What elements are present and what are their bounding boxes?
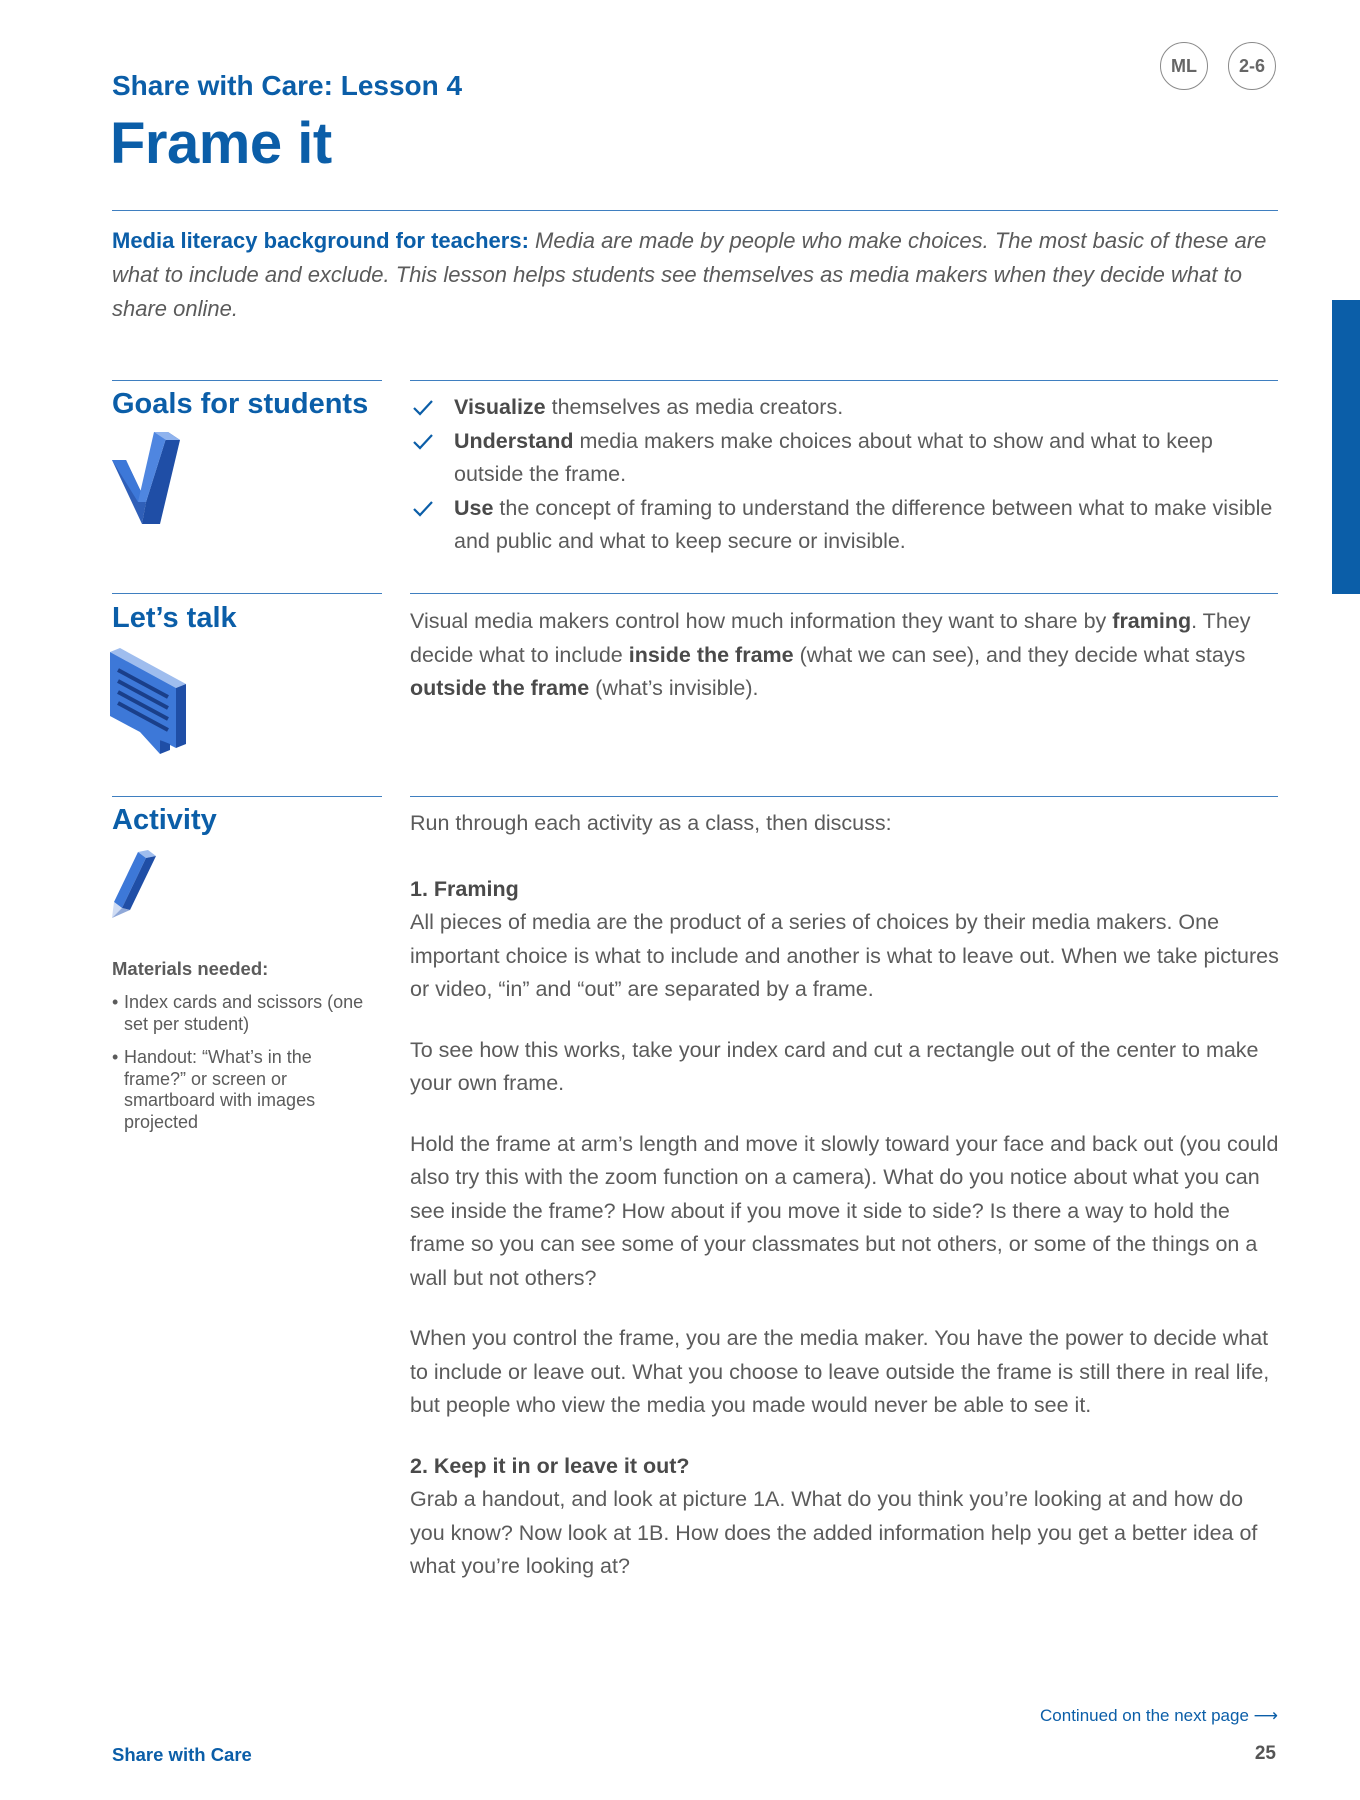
materials-list <box>112 992 372 1133</box>
pencil-3d-icon <box>110 850 160 920</box>
goal-keyword: Visualize <box>454 395 546 419</box>
goal-keyword: Understand <box>454 428 574 453</box>
text-run: (what we can see), and they decide what stays <box>793 642 1246 667</box>
check-icon <box>412 500 434 518</box>
page-title: Frame it <box>110 111 332 176</box>
activity-body <box>410 807 1280 1584</box>
section-heading-framing: 1. Framing <box>410 876 519 901</box>
paragraph: Hold the frame at arm’s length and move it slowly toward your face and back out (you could also try this with the zoom function on a camera). What do you notice about what you can see inside the frame? How about if you move it side to side? Is there a way to hold the frame so you can see some of your classmates but not others, or some of the things on a wall but not others? <box>410 1131 1279 1290</box>
list-item <box>410 425 1280 492</box>
check-icon <box>412 433 434 451</box>
speech-bubble-3d-icon <box>110 648 192 754</box>
list-item <box>410 391 1280 425</box>
lesson-kicker: Share with Care: Lesson 4 <box>112 70 463 101</box>
goal-text: media makers make choices about what to show and what to keep outside the frame. <box>454 428 1213 486</box>
lets-talk-text <box>410 605 1280 706</box>
divider <box>112 796 382 797</box>
paragraph: All pieces of media are the product of a series of choices by their media makers. One important choice is what to include and another is what to leave out. When we take pictures or video, “in” and “out” are separated by a frame. <box>410 910 1279 1001</box>
teacher-background <box>112 224 1272 326</box>
goal-keyword: Use <box>454 495 494 520</box>
text-run: . They decide what to include <box>410 609 1251 667</box>
badge-grade: 2-6 <box>1228 42 1276 90</box>
text-bold: framing <box>1112 609 1192 633</box>
text-run: (what’s invisible). <box>589 676 759 700</box>
paragraph: When you control the frame, you are the media maker. You have the power to decide what to include or leave out. What you choose to leave outside the frame is still there in real life, but people who view the media you made would never be able to see it. <box>410 1326 1270 1417</box>
goals-list <box>410 391 1280 559</box>
divider <box>112 210 1278 211</box>
badge-ml: ML <box>1160 42 1208 90</box>
page-number: 25 <box>1254 1743 1276 1764</box>
text-bold: outside the frame <box>410 676 590 700</box>
divider <box>112 593 382 594</box>
text-bold: inside the frame <box>628 642 794 667</box>
divider <box>410 593 1278 594</box>
side-tab <box>1332 300 1360 594</box>
continued-link: Continued on the next page ⟶ <box>1040 1706 1278 1725</box>
check-icon <box>412 399 434 417</box>
text-run: Visual media makers control how much information they want to share by <box>410 609 1113 633</box>
activity-title: Activity <box>112 804 217 836</box>
list-item <box>410 492 1280 559</box>
goal-text: themselves as media creators. <box>545 395 844 419</box>
background-lead: Media literacy background for teachers: <box>112 228 529 253</box>
divider <box>410 380 1278 381</box>
checkmark-3d-icon <box>110 432 185 526</box>
background-body: Media are made by people who make choices. The most basic of these are what to include and exclude. This lesson helps students see themselves as media makers when they decide what to share online. <box>112 228 1267 321</box>
goals-title: Goals for students <box>112 388 369 420</box>
list-item: • Handout: “What’s in the frame?” or screen or smartboard with images projected <box>112 1047 372 1133</box>
paragraph: Grab a handout, and look at picture 1A. What do you think you’re looking at and how do you know? Now look at 1B. How does the added information help you get a better idea of what you’re looking at? <box>410 1487 1258 1578</box>
list-item: • Index cards and scissors (one set per student) <box>112 992 372 1035</box>
divider <box>410 796 1278 797</box>
paragraph: To see how this works, take your index card and cut a rectangle out of the center to make your own frame. <box>410 1037 1259 1095</box>
activity-intro: Run through each activity as a class, then discuss: <box>410 811 892 835</box>
materials-heading: Materials needed: <box>112 958 269 979</box>
section-heading-keep: 2. Keep it in or leave it out? <box>410 1453 690 1478</box>
footer-title: Share with Care <box>112 1744 252 1765</box>
divider <box>112 380 382 381</box>
lets-talk-title: Let’s talk <box>112 602 237 634</box>
goal-text: the concept of framing to understand the difference between what to make visible and public and what to keep secure or invisible. <box>454 495 1273 553</box>
materials-box <box>112 958 372 1145</box>
